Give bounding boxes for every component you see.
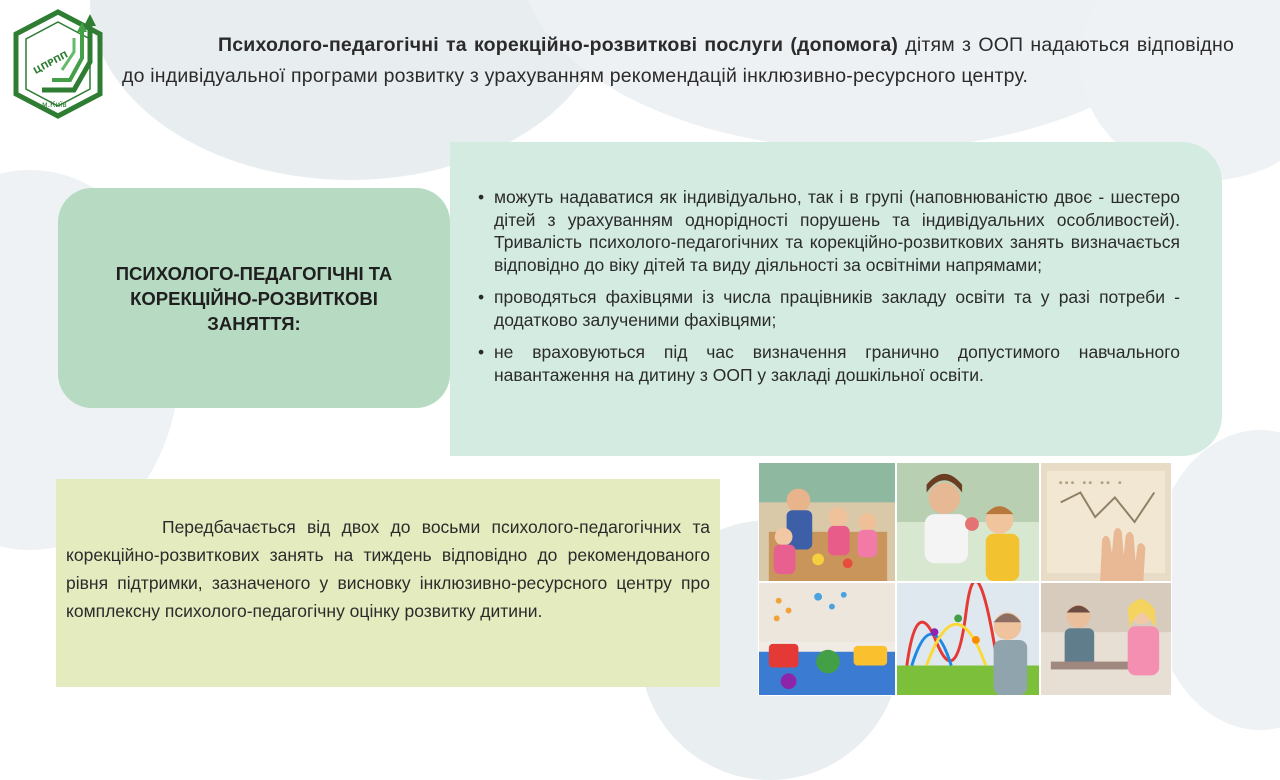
frequency-note-box — [56, 479, 720, 687]
activities-list — [480, 186, 1180, 386]
list-item-text: проводяться фахівцями із числа працівників закладу освіти та у разі потреби - додатково залученими фахівцями; — [494, 287, 1180, 330]
header-rest-text: дітям з ООП надаються відповідно до індивідуальної програми розвитку з урахуванням рекомендацій інклюзивно-ресурсного центру. — [122, 34, 1234, 87]
bullet-icon: • — [478, 287, 485, 307]
list-item-text: не враховуються під час визначення гранично допустимого навчального навантаження на дитину з ООП у закладі дошкільної освіти. — [494, 342, 1180, 385]
list-item-text: можуть надаватися як індивідуально, так і в групі (наповнюваністю двоє - шестеро дітей з урахуванням однорідності порушень та індивідуальних особливостей). Тривалість психолого-педагогічних та корекційно-розвиткових занять визначається відповідно до віку дітей та виду діяльності за освітніми напрямами; — [494, 187, 1180, 275]
reading-lesson-photo — [1040, 582, 1172, 696]
activities-details-panel — [450, 142, 1222, 456]
bullet-icon: • — [478, 187, 485, 207]
organization-logo — [12, 8, 104, 120]
list-item — [480, 341, 1180, 386]
speech-therapy-photo — [896, 462, 1040, 582]
bullet-icon: • — [478, 342, 485, 362]
list-item — [480, 186, 1180, 276]
header-paragraph — [122, 30, 1234, 92]
list-item — [480, 286, 1180, 331]
logo-text-top: ЦПРПП — [32, 50, 71, 77]
header-bold-text: Психолого-педагогічні та корекційно-розвиткові послуги (допомога) — [218, 34, 899, 56]
sensory-room-photo — [758, 582, 896, 696]
braille-reading-photo — [1040, 462, 1172, 582]
activities-title: ПСИХОЛОГО-ПЕДАГОГІЧНІ ТА КОРЕКЦІЙНО-РОЗВИТКОВІ ЗАНЯТТЯ: — [115, 262, 393, 334]
bead-maze-toy-photo — [896, 582, 1040, 696]
logo-text-bottom: м.Київ — [42, 100, 67, 109]
activities-title-box — [58, 188, 450, 408]
group-activity-photo — [758, 462, 896, 582]
frequency-note-text: Передбачається від двох до восьми психолого-педагогічних та корекційно-розвиткових занять на тиждень відповідно до рекомендованого рівня підтримки, зазначеного у висновку інклюзивно-ресурсного центру про комплексну психолого-педагогічну оцінку розвитку дитини. — [66, 517, 710, 621]
photo-collage — [758, 462, 1172, 696]
